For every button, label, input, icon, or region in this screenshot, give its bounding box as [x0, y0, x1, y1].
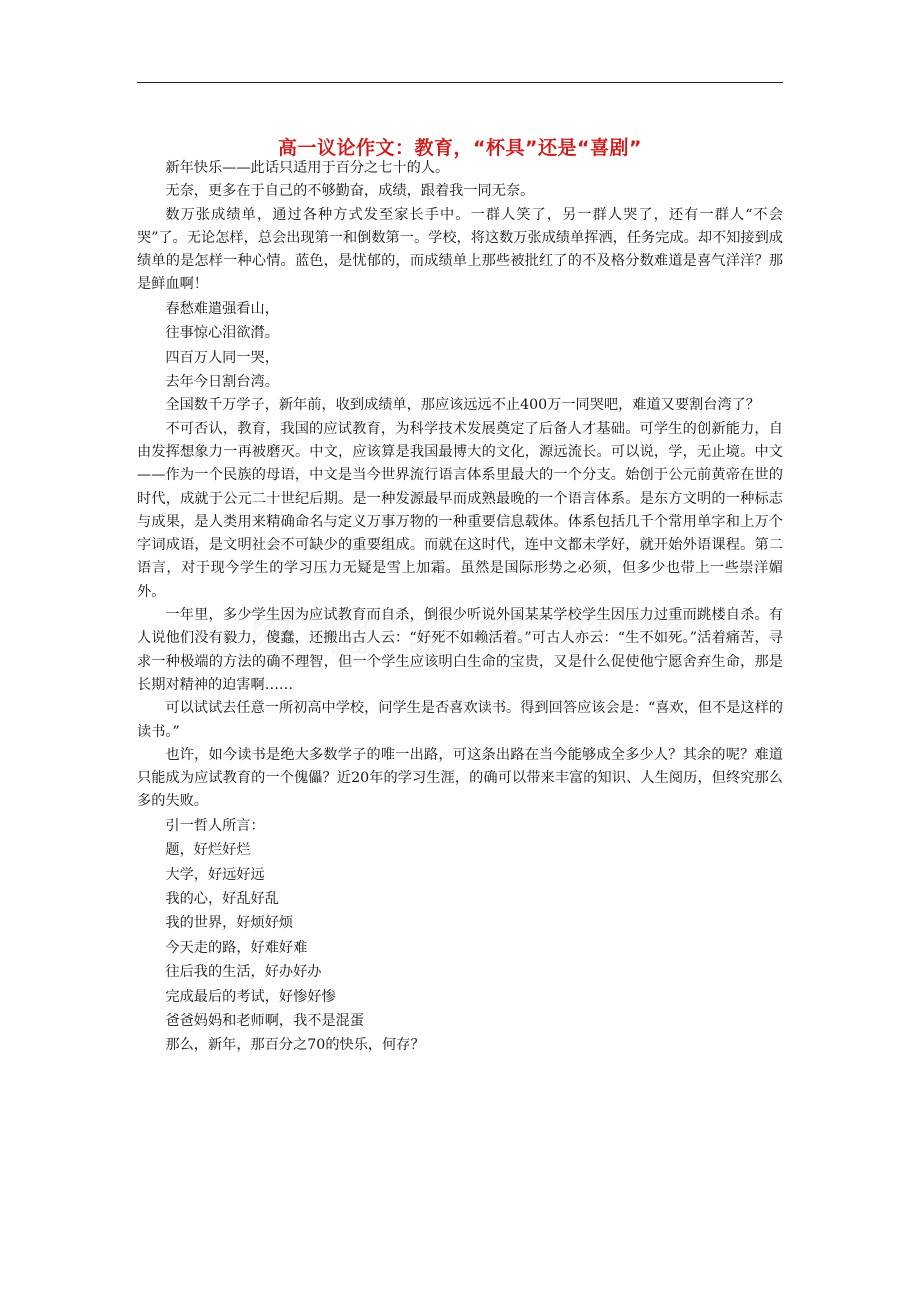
poem-line: 四百万人同一哭， [165, 349, 279, 366]
paragraph: 数万张成绩单，通过各种方式发至家长手中。一群人笑了，另一群人哭了，还有一群人“不会哭”了。无论怎样，总会出现第一和倒数第一。学校，将这数万张成绩单挥洒，任务完成。却不知接到成绩单的是怎样一种心情。蓝色，是忧郁的，而成绩单上那些被批红了的不及格分数难道是喜气洋洋？那是鲜血啊！ [137, 206, 783, 293]
paragraph: 一年里，多少学生因为应试教育而自杀，倒很少听说外国某某学校学生因压力过重而跳楼自杀。有人说他们没有毅力，傻蠢，还搬出古人云：“好死不如赖活着。”可古人亦云：“生不如死。”活着痛苦，寻求一种极端的方法的确不理智，但一个学生应该明白生命的宝贵，又是什么促使他宁愿舍弃生命，那是长期对精神的迫害啊…… [137, 607, 783, 693]
quote-line: 爸爸妈妈和老师啊，我不是混蛋 [165, 1013, 365, 1029]
paragraph: 可以试试去任意一所初高中学校，问学生是否喜欢读书。得到回答应该会是：“喜欢，但不是这样的读书。” [137, 700, 783, 740]
quote-line: 完成最后的考试，好惨好惨 [165, 988, 336, 1005]
poem-line: 春愁难遣强看山， [165, 300, 279, 317]
document-body [137, 157, 783, 1058]
document-title: 高一议论作文：教育，“杯具”还是“喜剧” [278, 136, 642, 159]
paragraph: 也许，如今读书是绝大多数学子的唯一出路，可这条出路在当今能够成全多少人？其余的呢？难道只能成为应试教育的一个傀儡？近20年的学习生涯，的确可以带来丰富的知识、人生阅历，但终究那么多的失败。 [137, 746, 783, 810]
paragraph: 引一哲人所言： [165, 817, 265, 834]
paragraph: 无奈，更多在于自己的不够勤奋，成绩，跟着我一同无奈。 [165, 183, 535, 200]
poem-line: 去年今日割台湾。 [165, 374, 279, 390]
paragraph: 不可否认，教育，我国的应试教育，为科学技术发展奠定了后备人才基础。可学生的创新能力，自由发挥想象力一再被磨灭。中文，应该算是我国最博大的文化，源远流长。可以说，学，无止境。中文——作为一个民族的母语，中文是当今世界流行语言体系里最大的一个分支。始创于公元前黄帝在世的时代，成就于公元二十世纪后期。是一种发源最早而成熟最晚的一个语言体系。是东方文明的一种标志与成果，是人类用来精确命名与定义万事万物的一种重要信息载体。体系包括几千个常用单字和上万个字词成语，是文明社会不可缺少的重要组成。而就在这时代，连中文都未学好，就开始外语课程。第二语言，对于现今学生的学习压力无疑是雪上加霜。虽然是国际形势之必须，但多少也带上一些崇洋媚外。 [137, 420, 783, 600]
quote-line: 我的世界，好烦好烦 [165, 915, 294, 932]
quote-line: 今天走的路，好难好难 [165, 939, 308, 956]
paragraph: 全国数千万学子，新年前，收到成绩单，那应该远远不止400万一同哭吧，难道又要割台湾了？ [165, 397, 760, 414]
quote-line: 题，好烂好烂 [165, 842, 251, 859]
quote-line: 我的心，好乱好乱 [165, 890, 279, 907]
paragraph: 新年快乐——此话只适用于百分之七十的人。 [165, 160, 450, 176]
quote-line: 往后我的生活，好办好办 [165, 964, 322, 981]
paragraph: 那么，新年，那百分之70的快乐，何存？ [165, 1037, 425, 1054]
quote-line: 大学，好远好远 [165, 866, 265, 883]
poem-line: 往事惊心泪欲潸。 [165, 325, 279, 342]
header-rule [137, 82, 783, 83]
